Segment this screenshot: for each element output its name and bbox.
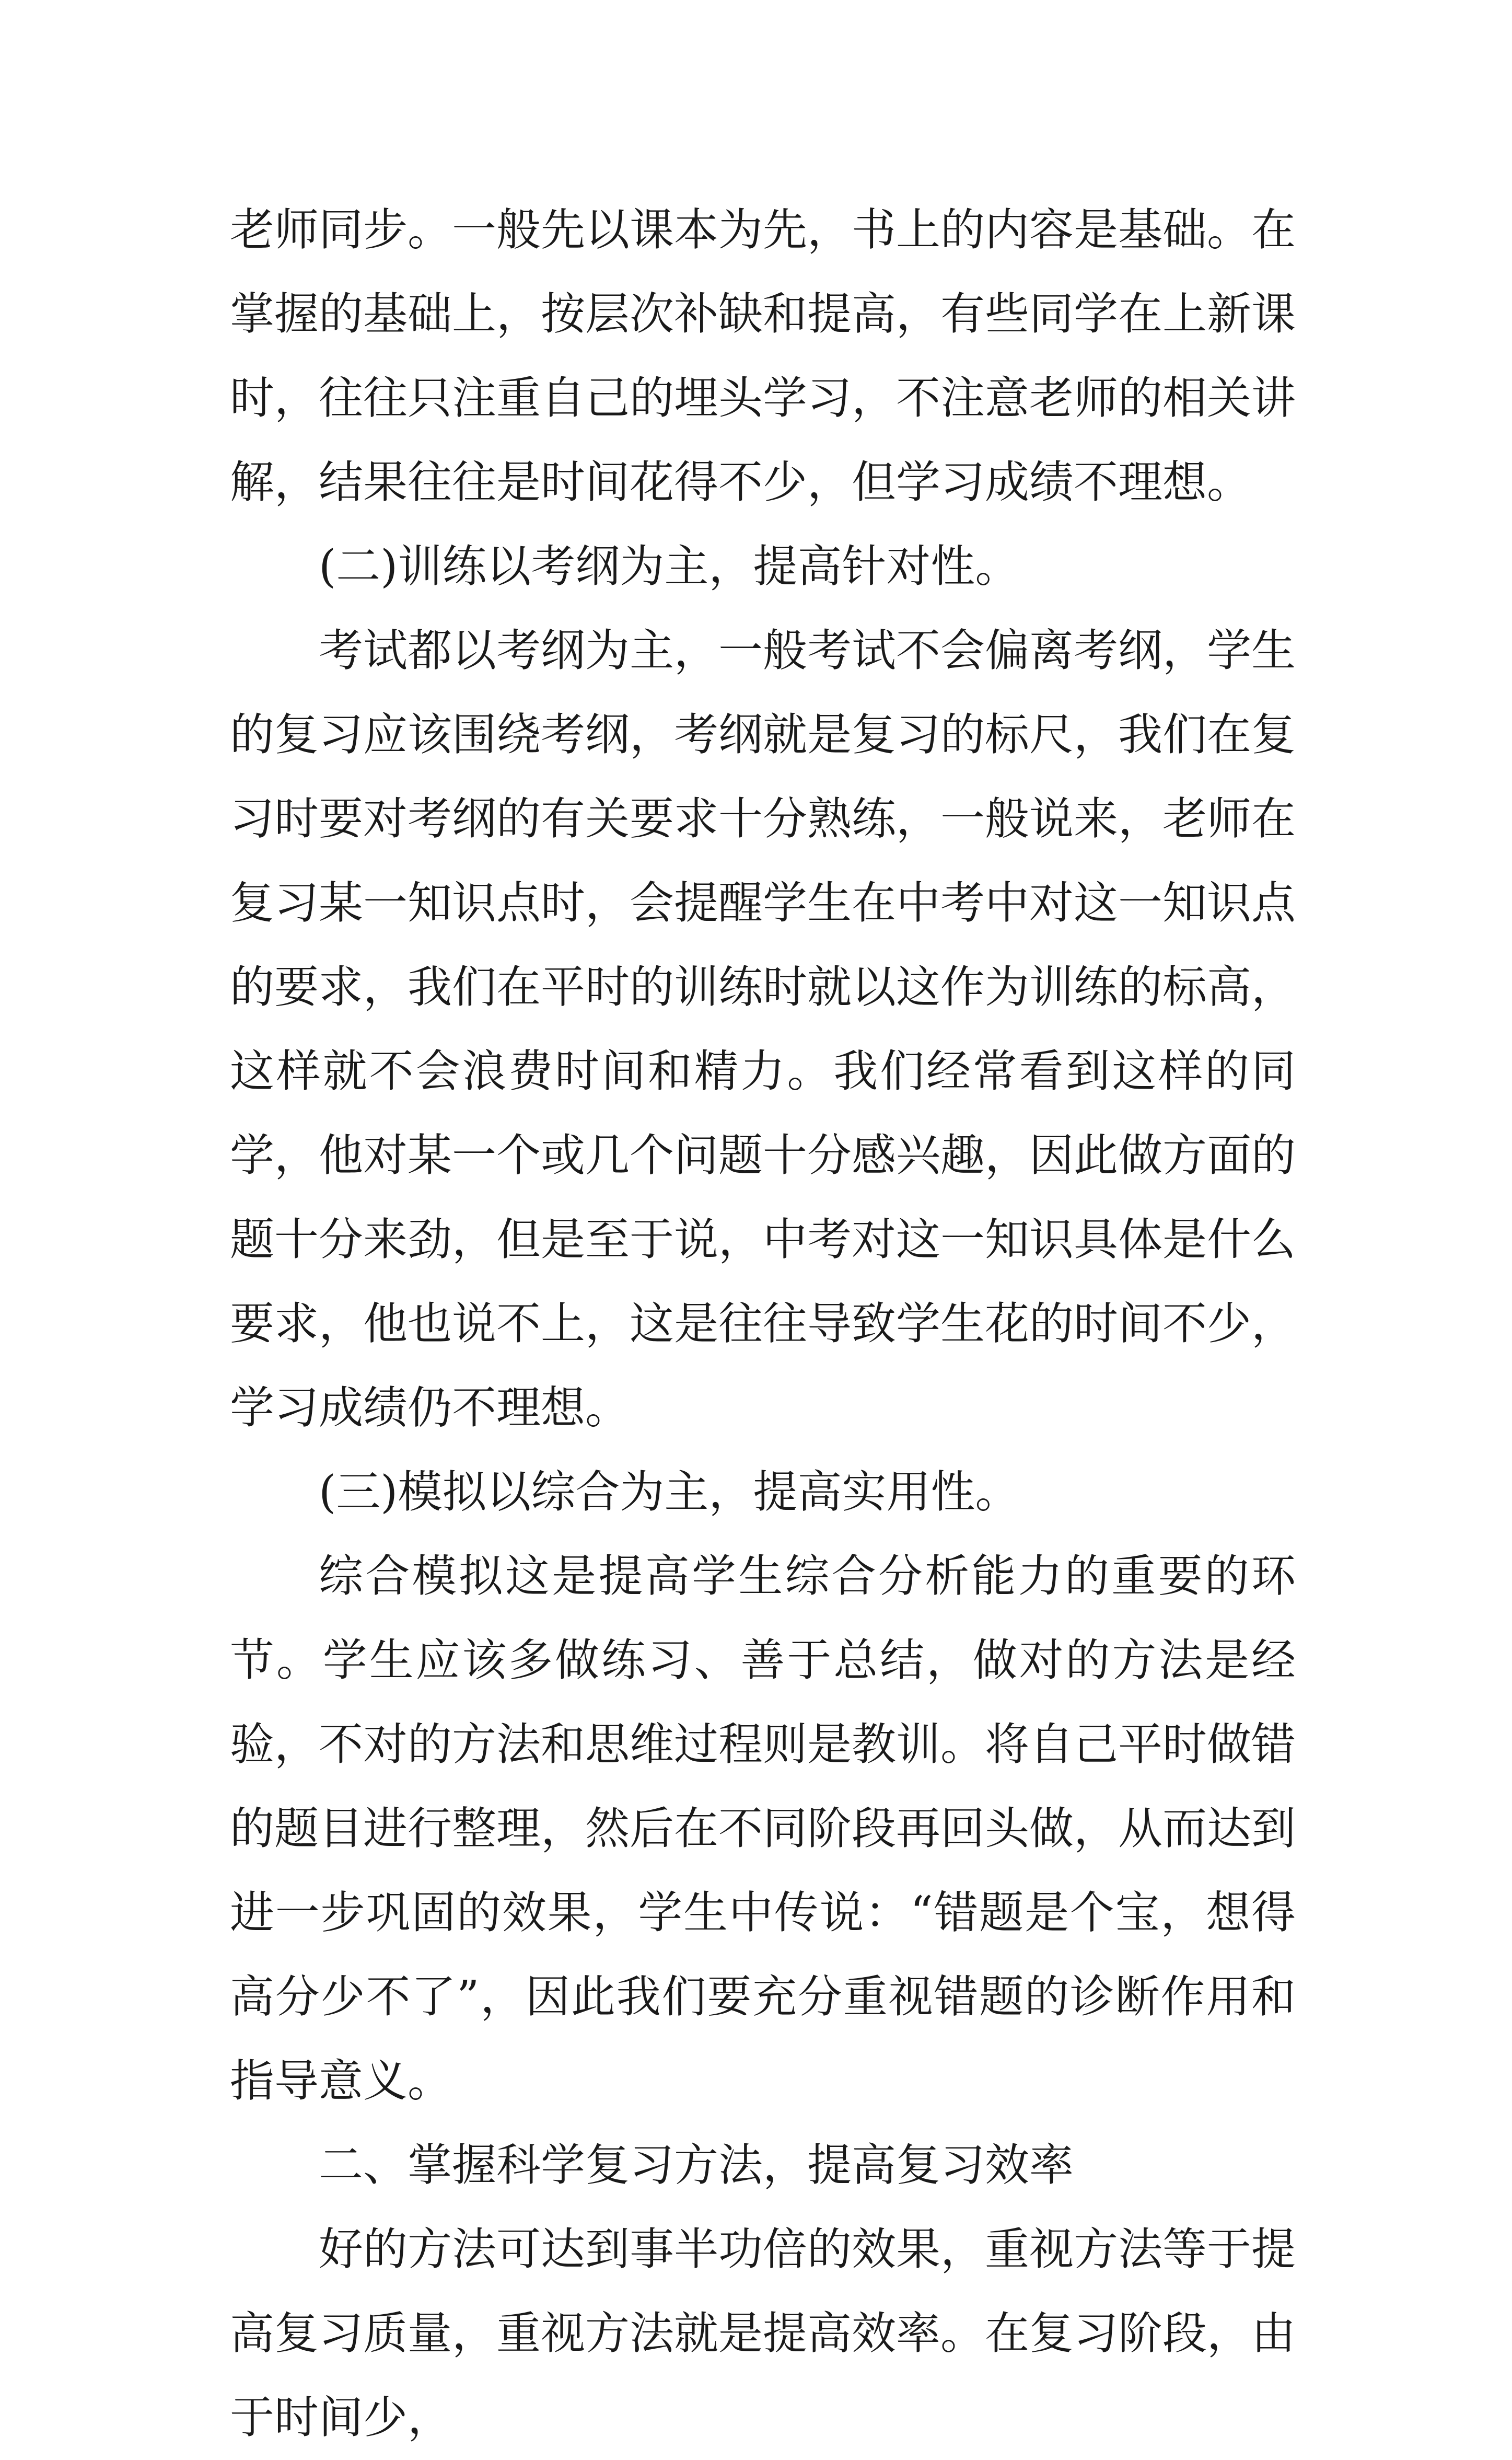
paragraph-methods: 好的方法可达到事半功倍的效果，重视方法等于提高复习质量，重视方法就是提高效率。在复习阶段，由于时间少， — [230, 2224, 1296, 2444]
paragraph-continued: 老师同步。一般先以课本为先，书上的内容是基础。在掌握的基础上，按层次补缺和提高，有些同学在上新课时，往往只注重自己的埋头学习，不注意老师的相关讲解，结果往往是时间花得不少，但学习成绩不理想。 — [230, 204, 1296, 509]
paragraph-exam-outline: 考试都以考纲为主，一般考试不会偏离考纲，学生的复习应该围绕考纲，考纲就是复习的标尺，我们在复习时要对考纲的有关要求十分熟练，一般说来，老师在复习某一知识点时，会提醒学生在中考中对这一知识点的要求，我们在平时的训练时就以这作为训练的标高，这样就不会浪费时间和精力。我们经常看到这样的同学，他对某一个或几个问题十分感兴趣，因此做方面的题十分来劲，但是至于说，中考对这一知识具体是什么要求，他也说不上，这是往往导致学生花的时间不少，学习成绩仍不理想。 — [230, 625, 1296, 1434]
subheading-training: (二)训练以考纲为主，提高针对性。 — [319, 541, 1020, 593]
document-body — [230, 188, 1296, 2460]
paragraph-simulation: 综合模拟这是提高学生综合分析能力的重要的环节。学生应该多做练习、善于总结，做对的方法是经验，不对的方法和思维过程则是教训。将自己平时做错的题目进行整理，然后在不同阶段再回头做，从而达到进一步巩固的效果，学生中传说：“错题是个宝，想得高分少不了”，因此我们要充分重视错题的诊断作用和指导意义。 — [230, 1551, 1296, 2107]
subheading-simulation: (三)模拟以综合为主，提高实用性。 — [319, 1466, 1020, 1518]
section-heading-methods: 二、掌握科学复习方法，提高复习效率 — [319, 2140, 1074, 2191]
